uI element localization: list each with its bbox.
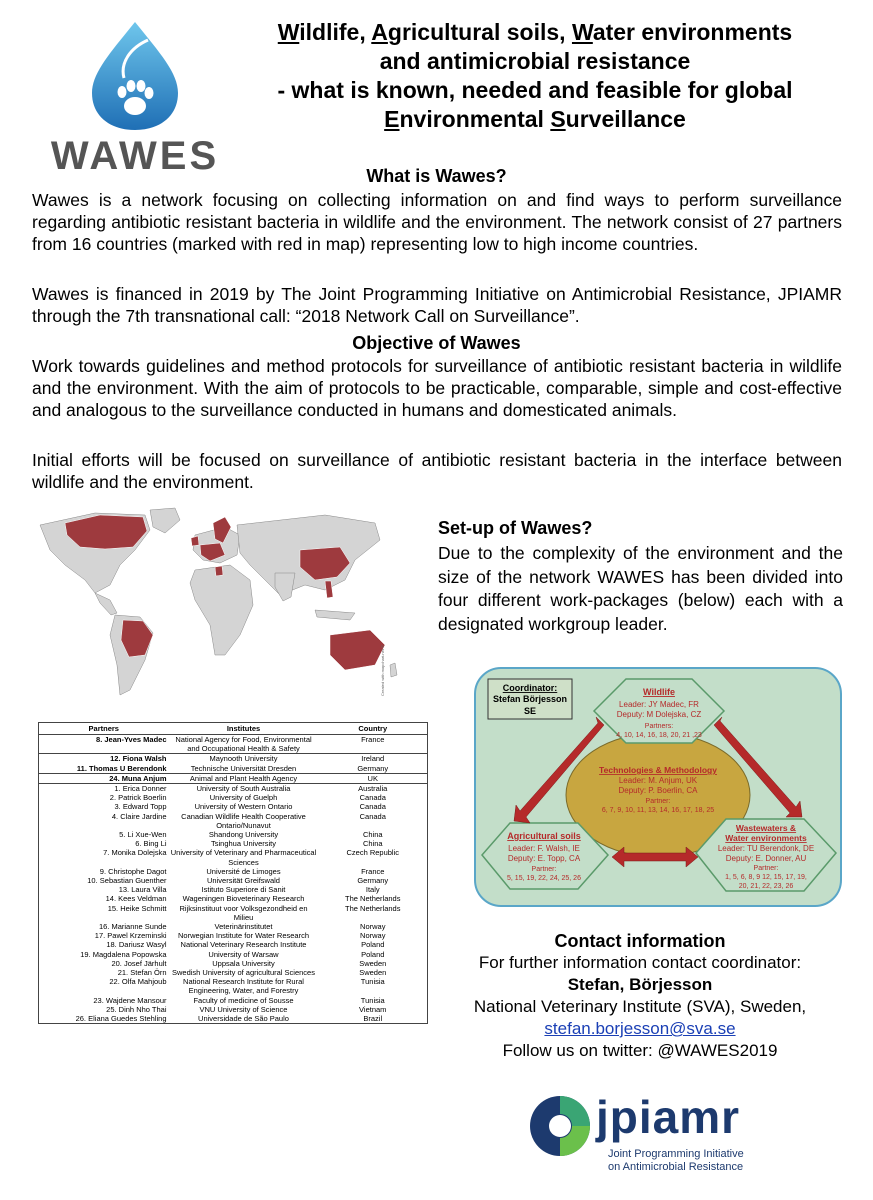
table-row bbox=[39, 802, 428, 811]
contact-section bbox=[440, 930, 840, 1062]
wawes-logo bbox=[50, 18, 220, 178]
tech-partner-label: Partner: bbox=[645, 798, 671, 805]
map-tunisia bbox=[215, 566, 223, 576]
institute-cell: National Veterinary Research Institute bbox=[180, 940, 307, 950]
map-central-america bbox=[95, 593, 117, 615]
coordinator-label: Coordinator: bbox=[502, 683, 558, 693]
institute-cell: Wageningen Bioveterinary Research bbox=[182, 894, 305, 904]
objective-paragraph-2: Initial efforts will be focused on surveillance of antibiotic resistant bacteria in the interface between wildlife and the environment. bbox=[32, 450, 842, 492]
table-row bbox=[39, 885, 428, 894]
table-row bbox=[39, 1014, 428, 1024]
contact-heading: Contact information bbox=[554, 931, 726, 951]
wildlife-deputy: Deputy: M Dolejska, CZ bbox=[616, 710, 702, 719]
country-cell: The Netherlands bbox=[345, 903, 401, 913]
country-cell: China bbox=[362, 839, 383, 849]
table-row bbox=[39, 839, 428, 848]
partner-cell: 16. Marianne Sunde bbox=[98, 922, 167, 932]
water-deputy: Deputy: E. Donner, AU bbox=[725, 854, 807, 863]
partner-cell: 18. Dariusz Wasyl bbox=[106, 940, 167, 950]
institute-cell: University of Guelph bbox=[209, 793, 278, 803]
soils-partner-label: Partner: bbox=[531, 866, 557, 873]
partner-cell: 17. Pawel Krzeminski bbox=[94, 931, 167, 941]
water-title-1: Wastewaters & bbox=[735, 823, 797, 833]
jpiamr-subtitle-2: on Antimicrobial Resistance bbox=[608, 1161, 744, 1173]
title-initial: A bbox=[371, 19, 388, 45]
what-heading: What is Wawes? bbox=[366, 166, 507, 186]
coordinator-country: SE bbox=[523, 706, 537, 716]
partner-cell: 3. Edward Topp bbox=[114, 802, 167, 812]
poster-title bbox=[235, 18, 835, 134]
table-row bbox=[39, 940, 428, 949]
wildlife-title: Wildlife bbox=[643, 687, 675, 697]
table-header-row bbox=[39, 723, 428, 735]
institute-cell: University of South Australia bbox=[196, 784, 291, 794]
what-paragraph-1: Wawes is a network focusing on collecting information on and find ways to perform surveillance regarding antibiotic resistant bacteria in wildlife and the environment. The network consist of 27 partners from 16 countries (marked with red in map) representing low to high income countries. bbox=[32, 190, 842, 254]
title-word-rest: ildlife, bbox=[299, 19, 372, 45]
title-initial: W bbox=[571, 19, 593, 45]
contact-twitter: Follow us on twitter: @WAWES2019 bbox=[502, 1041, 778, 1060]
country-cell: Ireland bbox=[361, 754, 385, 764]
country-cell: Australia bbox=[358, 784, 388, 794]
water-leader: Leader: TU Berendonk, DE bbox=[717, 844, 815, 853]
institute-cell: Swedish University of agricultural Sciences bbox=[172, 968, 315, 978]
title-initial: W bbox=[277, 19, 300, 45]
country-cell: Brazil bbox=[363, 1014, 383, 1024]
institute-cell: Canadian Wildlife Health Cooperative Ontario/Nunavut bbox=[181, 811, 306, 830]
country-cell: Germany bbox=[357, 876, 389, 886]
water-partners-1: 1, 5, 6, 8, 9 12, 15, 17, 19, bbox=[725, 874, 807, 881]
partner-cell: 24. Muna Anjum bbox=[39, 773, 169, 783]
table-row bbox=[39, 904, 428, 922]
title-line-1 bbox=[235, 18, 835, 47]
table-row bbox=[39, 931, 428, 940]
wildlife-partners: 4, 10, 14, 16, 18, 20, 21 ,23 bbox=[616, 732, 702, 739]
institute-cell: University of Veterinary and Pharmaceutical Sciences bbox=[170, 848, 317, 867]
table-row bbox=[39, 793, 428, 802]
table-row bbox=[39, 1005, 428, 1014]
institute-cell: Maynooth University bbox=[209, 754, 278, 764]
institute-cell: National Research Institute for Rural Engineering, Water, and Forestry bbox=[183, 977, 304, 996]
table-row bbox=[39, 977, 428, 995]
partner-cell: 20. Josef Järhult bbox=[111, 958, 167, 968]
partner-cell: 5. Li Xue-Wen bbox=[119, 830, 167, 840]
table-row bbox=[39, 996, 428, 1005]
table-row bbox=[39, 959, 428, 968]
soils-leader: Leader: F. Walsh, IE bbox=[508, 844, 580, 853]
partner-cell: 23. Wajdene Mansour bbox=[93, 995, 167, 1005]
partner-cell: 19. Magdalena Popowska bbox=[80, 949, 167, 959]
contact-name: Stefan, Börjesson bbox=[567, 975, 713, 994]
partner-cell: 13. Laura Villa bbox=[118, 885, 167, 895]
tech-leader: Leader: M. Anjum, UK bbox=[618, 776, 698, 785]
country-cell: UK bbox=[319, 773, 428, 783]
title-word-rest: ater environments bbox=[592, 19, 793, 45]
table-row bbox=[39, 950, 428, 959]
water-partner-label: Partner: bbox=[753, 865, 779, 872]
water-drop-paw-icon bbox=[50, 18, 220, 133]
soils-deputy: Deputy: E. Topp, CA bbox=[507, 854, 581, 863]
partner-cell: 25. Dinh Nho Thai bbox=[106, 1004, 167, 1014]
country-cell: Canada bbox=[359, 802, 386, 812]
workpackage-diagram bbox=[474, 667, 842, 907]
country-cell: Canada bbox=[359, 793, 386, 803]
partner-cell: 7. Monika Dolejska bbox=[103, 848, 167, 858]
partner-cell: 22. Olfa Mahjoub bbox=[109, 977, 167, 987]
title-word-rest: urveillance bbox=[565, 106, 686, 132]
jpiamr-symbol-icon bbox=[528, 1094, 592, 1158]
country-cell: Poland bbox=[361, 940, 385, 950]
objective-heading: Objective of Wawes bbox=[352, 333, 521, 353]
table-row bbox=[39, 764, 428, 774]
tech-title: Technologies & Methodology bbox=[599, 765, 717, 775]
partner-cell: 8. Jean-Yves Madec bbox=[39, 735, 169, 754]
partner-cell: 1. Erica Donner bbox=[114, 784, 167, 794]
country-cell: China bbox=[362, 830, 383, 840]
country-cell: The Netherlands bbox=[345, 894, 401, 904]
country-cell: France bbox=[319, 735, 428, 754]
table-row bbox=[39, 867, 428, 876]
country-cell: France bbox=[361, 866, 385, 876]
map-australia bbox=[330, 630, 385, 670]
header-country: Country bbox=[319, 723, 428, 735]
institute-cell: Tsinghua University bbox=[210, 839, 277, 849]
table-row bbox=[39, 876, 428, 885]
world-map bbox=[25, 505, 410, 710]
logo-wordmark: WAWES bbox=[50, 134, 220, 178]
water-title-2: Water environments bbox=[725, 833, 807, 843]
table-row bbox=[39, 848, 428, 866]
institute-cell: Rijksinstituut voor Volksgezondheid en Milieu bbox=[179, 903, 308, 922]
table-row bbox=[39, 735, 428, 754]
map-nz bbox=[390, 663, 397, 677]
institute-cell: National Agency for Food, Environmental and Occupational Health & Safety bbox=[169, 735, 319, 754]
map-india bbox=[275, 573, 295, 601]
jpiamr-subtitle bbox=[608, 1148, 744, 1174]
country-cell: Sweden bbox=[359, 958, 387, 968]
partner-cell: 15. Heike Schmitt bbox=[107, 903, 167, 913]
institute-cell: Veterinärinstitutet bbox=[214, 922, 273, 932]
setup-text: Due to the complexity of the environment and the size of the network WAWES has been divided into four different work-packages (below) each with a designated workgroup leader. bbox=[438, 543, 843, 634]
country-cell: Norway bbox=[360, 931, 386, 941]
wildlife-partner-label: Partners: bbox=[644, 723, 674, 730]
table-row bbox=[39, 968, 428, 977]
title-line-4 bbox=[235, 105, 835, 134]
tech-partners: 6, 7, 9, 10, 11, 13, 14, 16, 17, 18, 25 bbox=[601, 807, 715, 814]
country-cell: Sweden bbox=[359, 968, 387, 978]
title-line-2: and antimicrobial resistance bbox=[379, 48, 691, 74]
contact-line: For further information contact coordinator: bbox=[478, 953, 802, 972]
setup-heading: Set-up of Wawes? bbox=[438, 518, 593, 538]
soils-partners: 5, 15, 19, 22, 24, 25, 26 bbox=[507, 875, 581, 882]
country-cell: Italy bbox=[365, 885, 380, 895]
partner-cell: 14. Kees Veldman bbox=[105, 894, 167, 904]
coordinator-name: Stefan Börjesson bbox=[492, 694, 568, 704]
wildlife-leader: Leader: JY Madec, FR bbox=[619, 700, 699, 709]
map-africa bbox=[190, 565, 253, 655]
institute-cell: Université de Limoges bbox=[206, 866, 281, 876]
contact-org: National Veterinary Institute (SVA), Sweden, bbox=[473, 997, 807, 1016]
partner-cell: 4. Claire Jardine bbox=[111, 811, 167, 821]
partner-cell: 10. Sebastian Guenther bbox=[87, 876, 167, 886]
institute-cell: Universität Greifswald bbox=[207, 876, 280, 886]
institute-cell: Technische Universität Dresden bbox=[169, 764, 319, 774]
country-cell: Norway bbox=[360, 922, 386, 932]
title-word-rest: nvironmental bbox=[399, 106, 551, 132]
institute-cell: University of Western Ontario bbox=[194, 802, 293, 812]
partner-cell: 26. Eliana Guedes Stehling bbox=[75, 1014, 167, 1024]
partner-cell: 6. Bing Li bbox=[135, 839, 167, 849]
country-cell: Poland bbox=[361, 949, 385, 959]
institute-cell: University of Warsaw bbox=[208, 949, 279, 959]
country-cell: Canada bbox=[359, 811, 386, 821]
partners-table bbox=[38, 722, 428, 1024]
map-uk-ireland bbox=[191, 536, 199, 546]
table-row bbox=[39, 894, 428, 903]
water-partners-2: 20, 21, 22, 23, 26 bbox=[738, 883, 794, 890]
what-paragraph-2: Wawes is financed in 2019 by The Joint Programming Initiative on Antimicrobial Resistance, JPIAMR through the 7th transnational call: “2018 Network Call on Surveillance”. bbox=[32, 284, 842, 326]
contact-email-link[interactable]: stefan.borjesson@sva.se bbox=[544, 1019, 736, 1038]
map-credit: Created with mapchart.net © bbox=[380, 645, 385, 696]
country-cell: Vietnam bbox=[359, 1004, 387, 1014]
partner-cell: 12. Fiona Walsh bbox=[110, 754, 167, 764]
header-partners: Partners bbox=[39, 723, 169, 735]
jpiamr-logo bbox=[528, 1088, 828, 1173]
table-row bbox=[39, 830, 428, 839]
map-canada bbox=[65, 515, 147, 549]
institute-cell: Shandong University bbox=[208, 830, 279, 840]
institute-cell: VNU University of Science bbox=[199, 1004, 288, 1014]
soils-title: Agricultural soils bbox=[507, 831, 581, 841]
table-row bbox=[39, 922, 428, 931]
institute-cell: Uppsala University bbox=[212, 958, 275, 968]
partner-cell: 2. Patrick Boerlin bbox=[109, 793, 167, 803]
institute-cell: Faculty of medicine of Sousse bbox=[193, 995, 294, 1005]
title-initial: S bbox=[550, 106, 566, 132]
country-cell: Tunisia bbox=[360, 977, 385, 987]
table-row bbox=[39, 812, 428, 830]
objective-paragraph-1: Work towards guidelines and method protocols for surveillance of antibiotic resistant bacteria in wildlife and the environment. With the aim of protocols to be practicable, comparable, simple and cost-effective and analogous to the surveillance conducted in humans and domesticated animals. bbox=[32, 356, 842, 420]
country-cell: Czech Republic bbox=[346, 848, 400, 858]
map-greenland bbox=[150, 508, 180, 533]
title-word-rest: gricultural soils, bbox=[387, 19, 572, 45]
header-institutes: Institutes bbox=[169, 723, 319, 735]
institute-cell: Istituto Superiore di Sanit bbox=[201, 885, 286, 895]
country-cell: Tunisia bbox=[360, 995, 385, 1005]
partner-cell: 11. Thomas U Berendonk bbox=[39, 764, 169, 774]
tech-deputy: Deputy: P. Boerlin, CA bbox=[618, 786, 698, 795]
table-row bbox=[39, 754, 428, 764]
jpiamr-subtitle-1: Joint Programming Initiative bbox=[608, 1148, 744, 1160]
title-initial: E bbox=[384, 106, 400, 132]
table-row bbox=[39, 784, 428, 794]
institute-cell: Norwegian Institute for Water Research bbox=[177, 931, 310, 941]
table-row bbox=[39, 773, 428, 783]
partner-cell: 21. Stefan Örn bbox=[117, 968, 167, 978]
jpiamr-wordmark: jpiamr bbox=[596, 1091, 741, 1143]
partner-cell: 9. Christophe Dagot bbox=[99, 866, 167, 876]
institute-cell: Animal and Plant Health Agency bbox=[169, 773, 319, 783]
map-indonesia bbox=[315, 610, 355, 620]
country-cell: Germany bbox=[319, 764, 428, 774]
title-line-3: - what is known, needed and feasible for global bbox=[277, 77, 793, 103]
institute-cell: Universidade de São Paulo bbox=[198, 1014, 289, 1024]
